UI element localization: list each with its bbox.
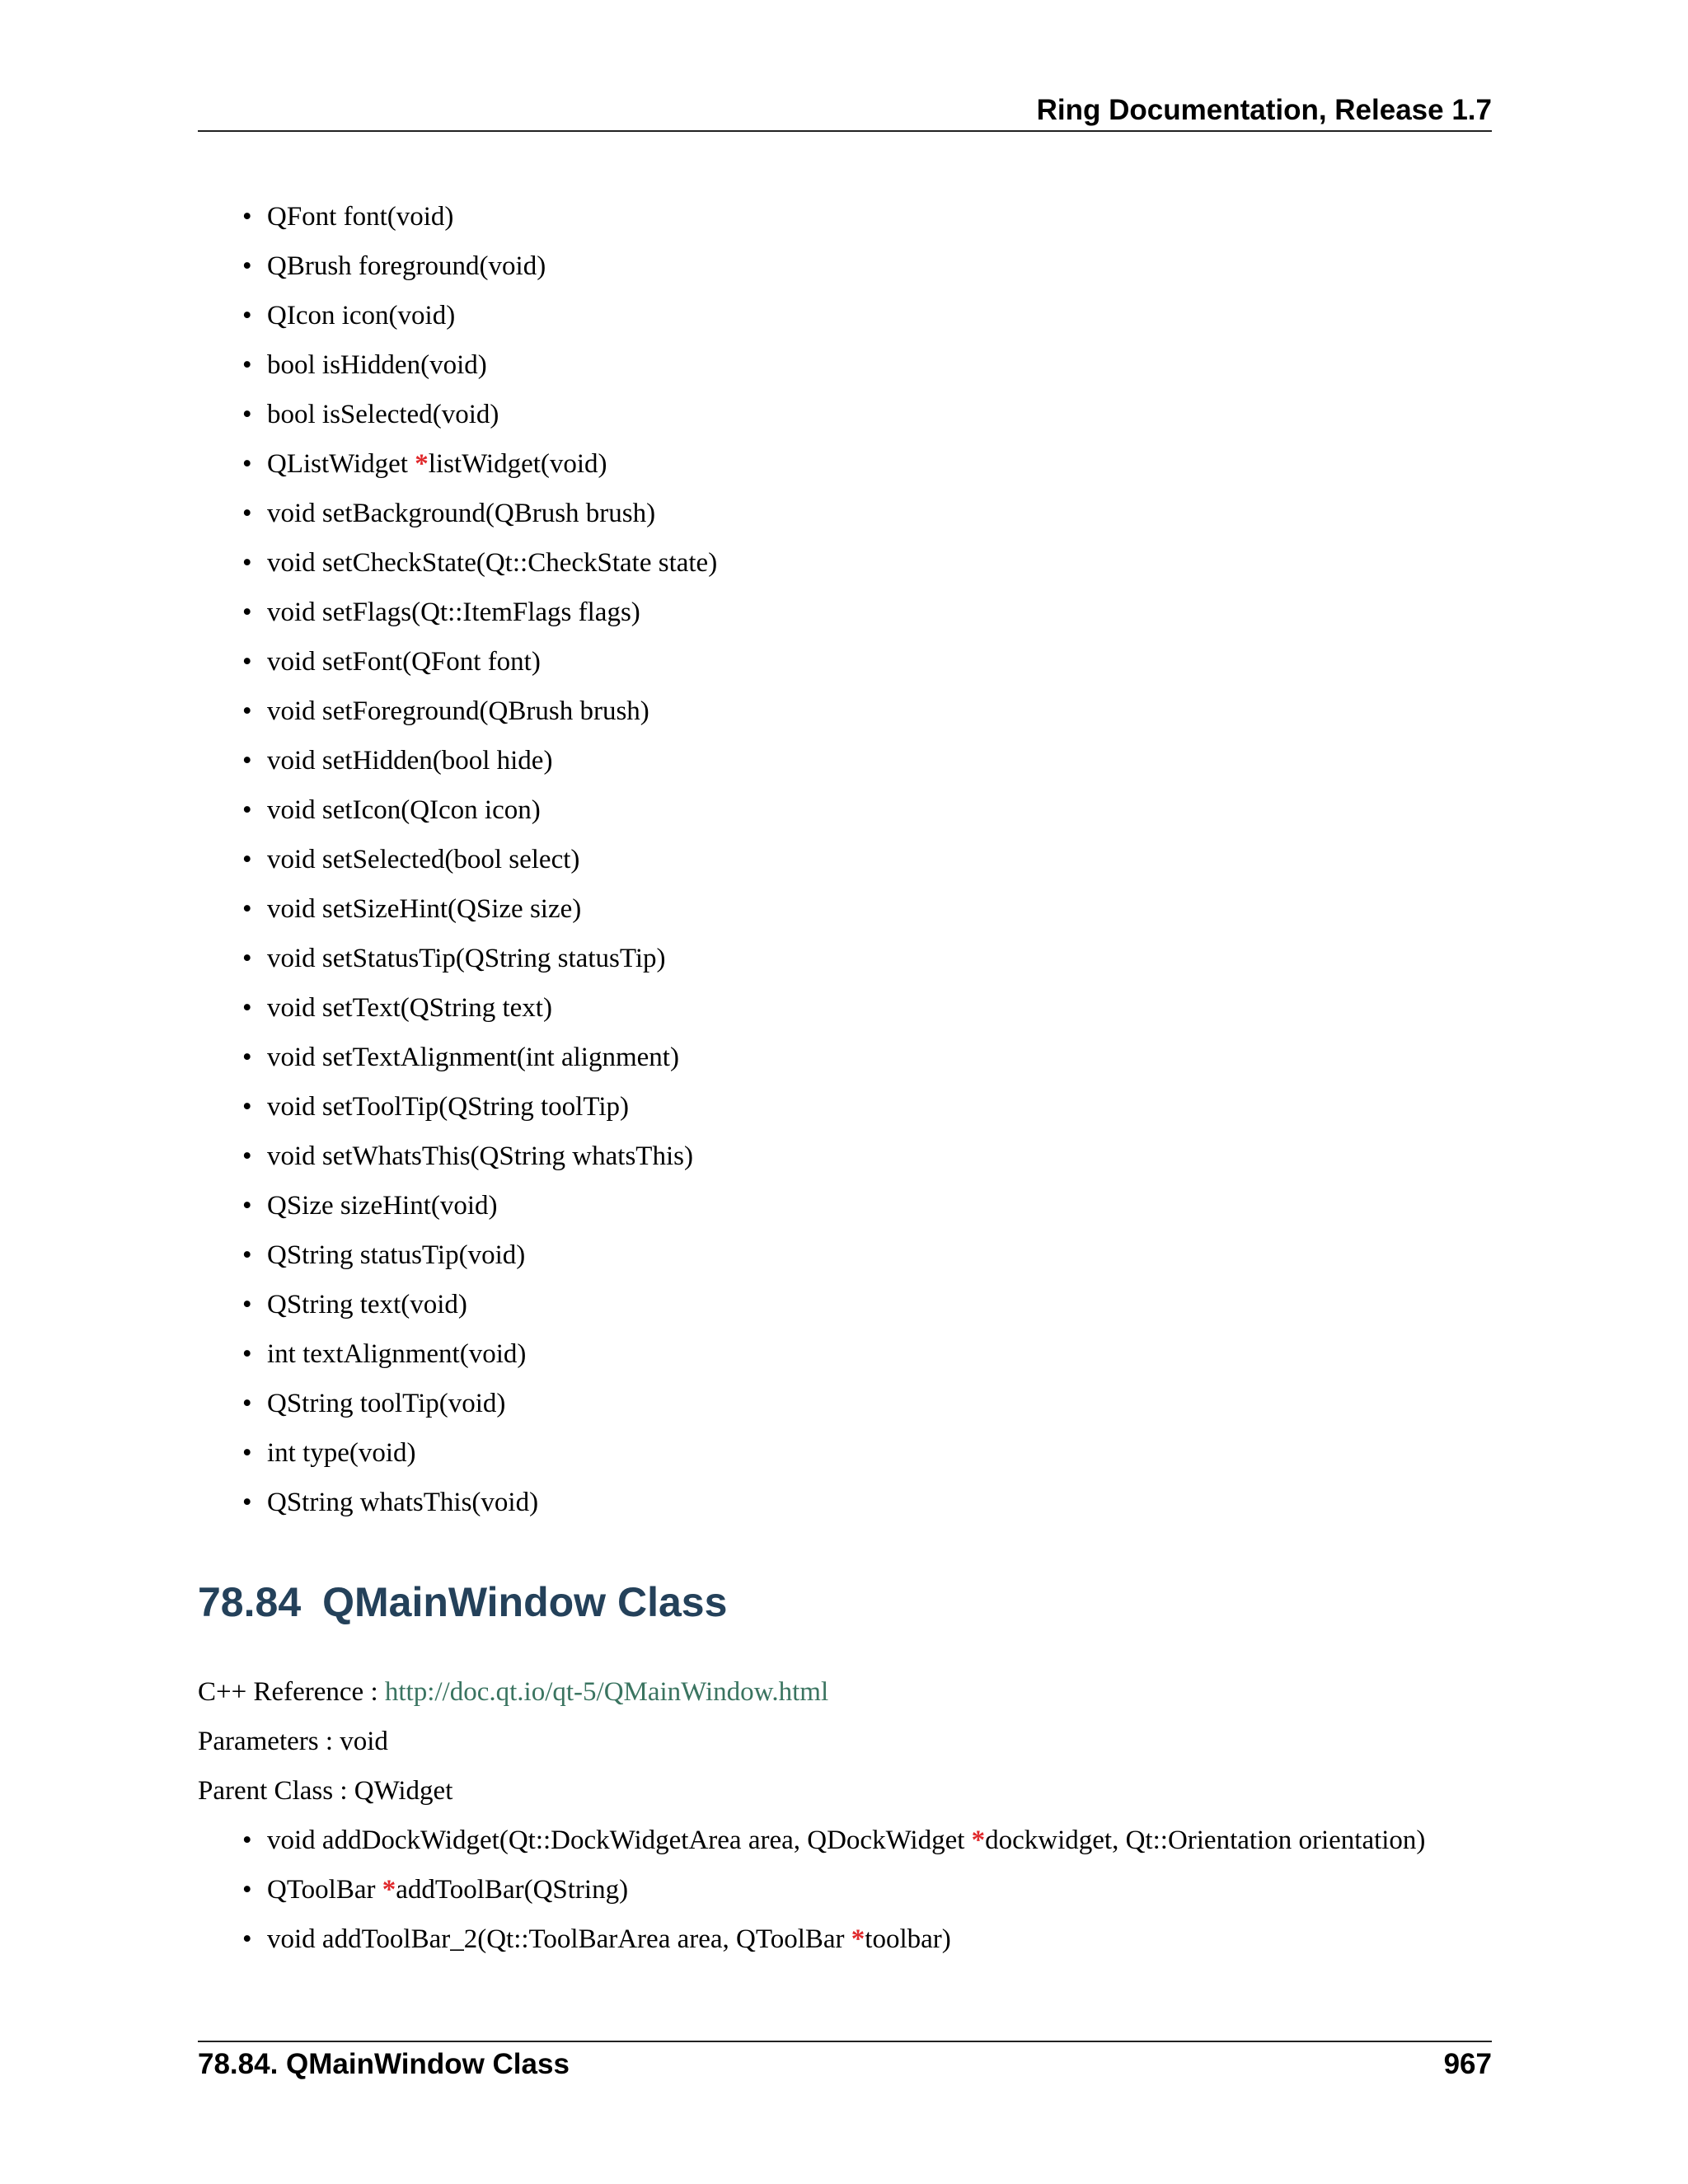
method-text: void addDockWidget(Qt::DockWidgetArea area, QDockWidget [267,1825,972,1855]
method-item: • QString whatsThis(void) [242,1478,717,1527]
method-item: • bool isHidden(void) [242,340,717,390]
section-title: QMainWindow Class [322,1579,728,1625]
method-item: • void setSelected(bool select) [242,835,717,884]
method-item: • QBrush foreground(void) [242,241,717,291]
method-item [242,1865,1425,1915]
method-item: • QString toolTip(void) [242,1379,717,1428]
footer-section: 78.84. QMainWindow Class [198,2048,570,2080]
method-item: • QSize sizeHint(void) [242,1181,717,1230]
method-item: • void setTextAlignment(int alignment) [242,1033,717,1082]
method-item: • void setText(QString text) [242,983,717,1033]
method-item: • QString text(void) [242,1280,717,1329]
cpp-reference [198,1667,828,1717]
parameters-line: Parameters : void [198,1727,388,1756]
method-text: QToolBar [267,1875,382,1905]
method-item [242,1915,1425,1964]
parent-class-line: Parent Class : QWidget [198,1776,453,1806]
method-item: • QString statusTip(void) [242,1230,717,1280]
method-text: toolbar) [865,1924,951,1954]
method-item: • bool isSelected(void) [242,390,717,439]
method-item: • void setFont(QFont font) [242,637,717,687]
method-text: void addToolBar_2(Qt::ToolBarArea area, QToolBar [267,1924,851,1954]
method-item: • void setBackground(QBrush brush) [242,489,717,538]
method-item: • void setFlags(Qt::ItemFlags flags) [242,588,717,637]
pointer-asterisk: * [851,1924,865,1954]
method-text: addToolBar(QString) [396,1875,629,1905]
method-item: • void setCheckState(Qt::CheckState state) [242,538,717,588]
page-number: 967 [1443,2048,1492,2080]
pointer-asterisk: * [382,1875,396,1905]
method-text: QListWidget [267,449,415,479]
method-item: • void setToolTip(QString toolTip) [242,1082,717,1132]
method-list-qmainwindow [242,1816,1425,1964]
method-text: listWidget(void) [428,449,607,479]
running-header: Ring Documentation, Release 1.7 [1036,94,1492,126]
section-heading [198,1576,727,1629]
method-item: • void setIcon(QIcon icon) [242,785,717,835]
method-item: • int textAlignment(void) [242,1329,717,1379]
method-item: • void setStatusTip(QString statusTip) [242,934,717,983]
pointer-asterisk: * [971,1825,986,1855]
footer-rule [198,2041,1492,2042]
cpp-reference-link[interactable]: http://doc.qt.io/qt-5/QMainWindow.html [384,1677,829,1707]
cpp-reference-label: C++ Reference : [198,1677,385,1707]
method-item: • void setHidden(bool hide) [242,736,717,785]
method-list-qlistwidgetitem [242,192,717,1527]
method-item: • QFont font(void) [242,192,717,241]
method-item: • int type(void) [242,1428,717,1478]
method-item: • void setForeground(QBrush brush) [242,687,717,736]
method-item [242,1816,1425,1865]
section-number: 78.84 [198,1579,302,1625]
method-text: dockwidget, Qt::Orientation orientation) [985,1825,1426,1855]
pointer-asterisk: * [415,449,429,479]
header-rule [198,130,1492,132]
method-item: • void setWhatsThis(QString whatsThis) [242,1132,717,1181]
method-item [242,439,717,489]
page-footer [198,2046,1492,2083]
method-item: • void setSizeHint(QSize size) [242,884,717,934]
method-item: • QIcon icon(void) [242,291,717,340]
